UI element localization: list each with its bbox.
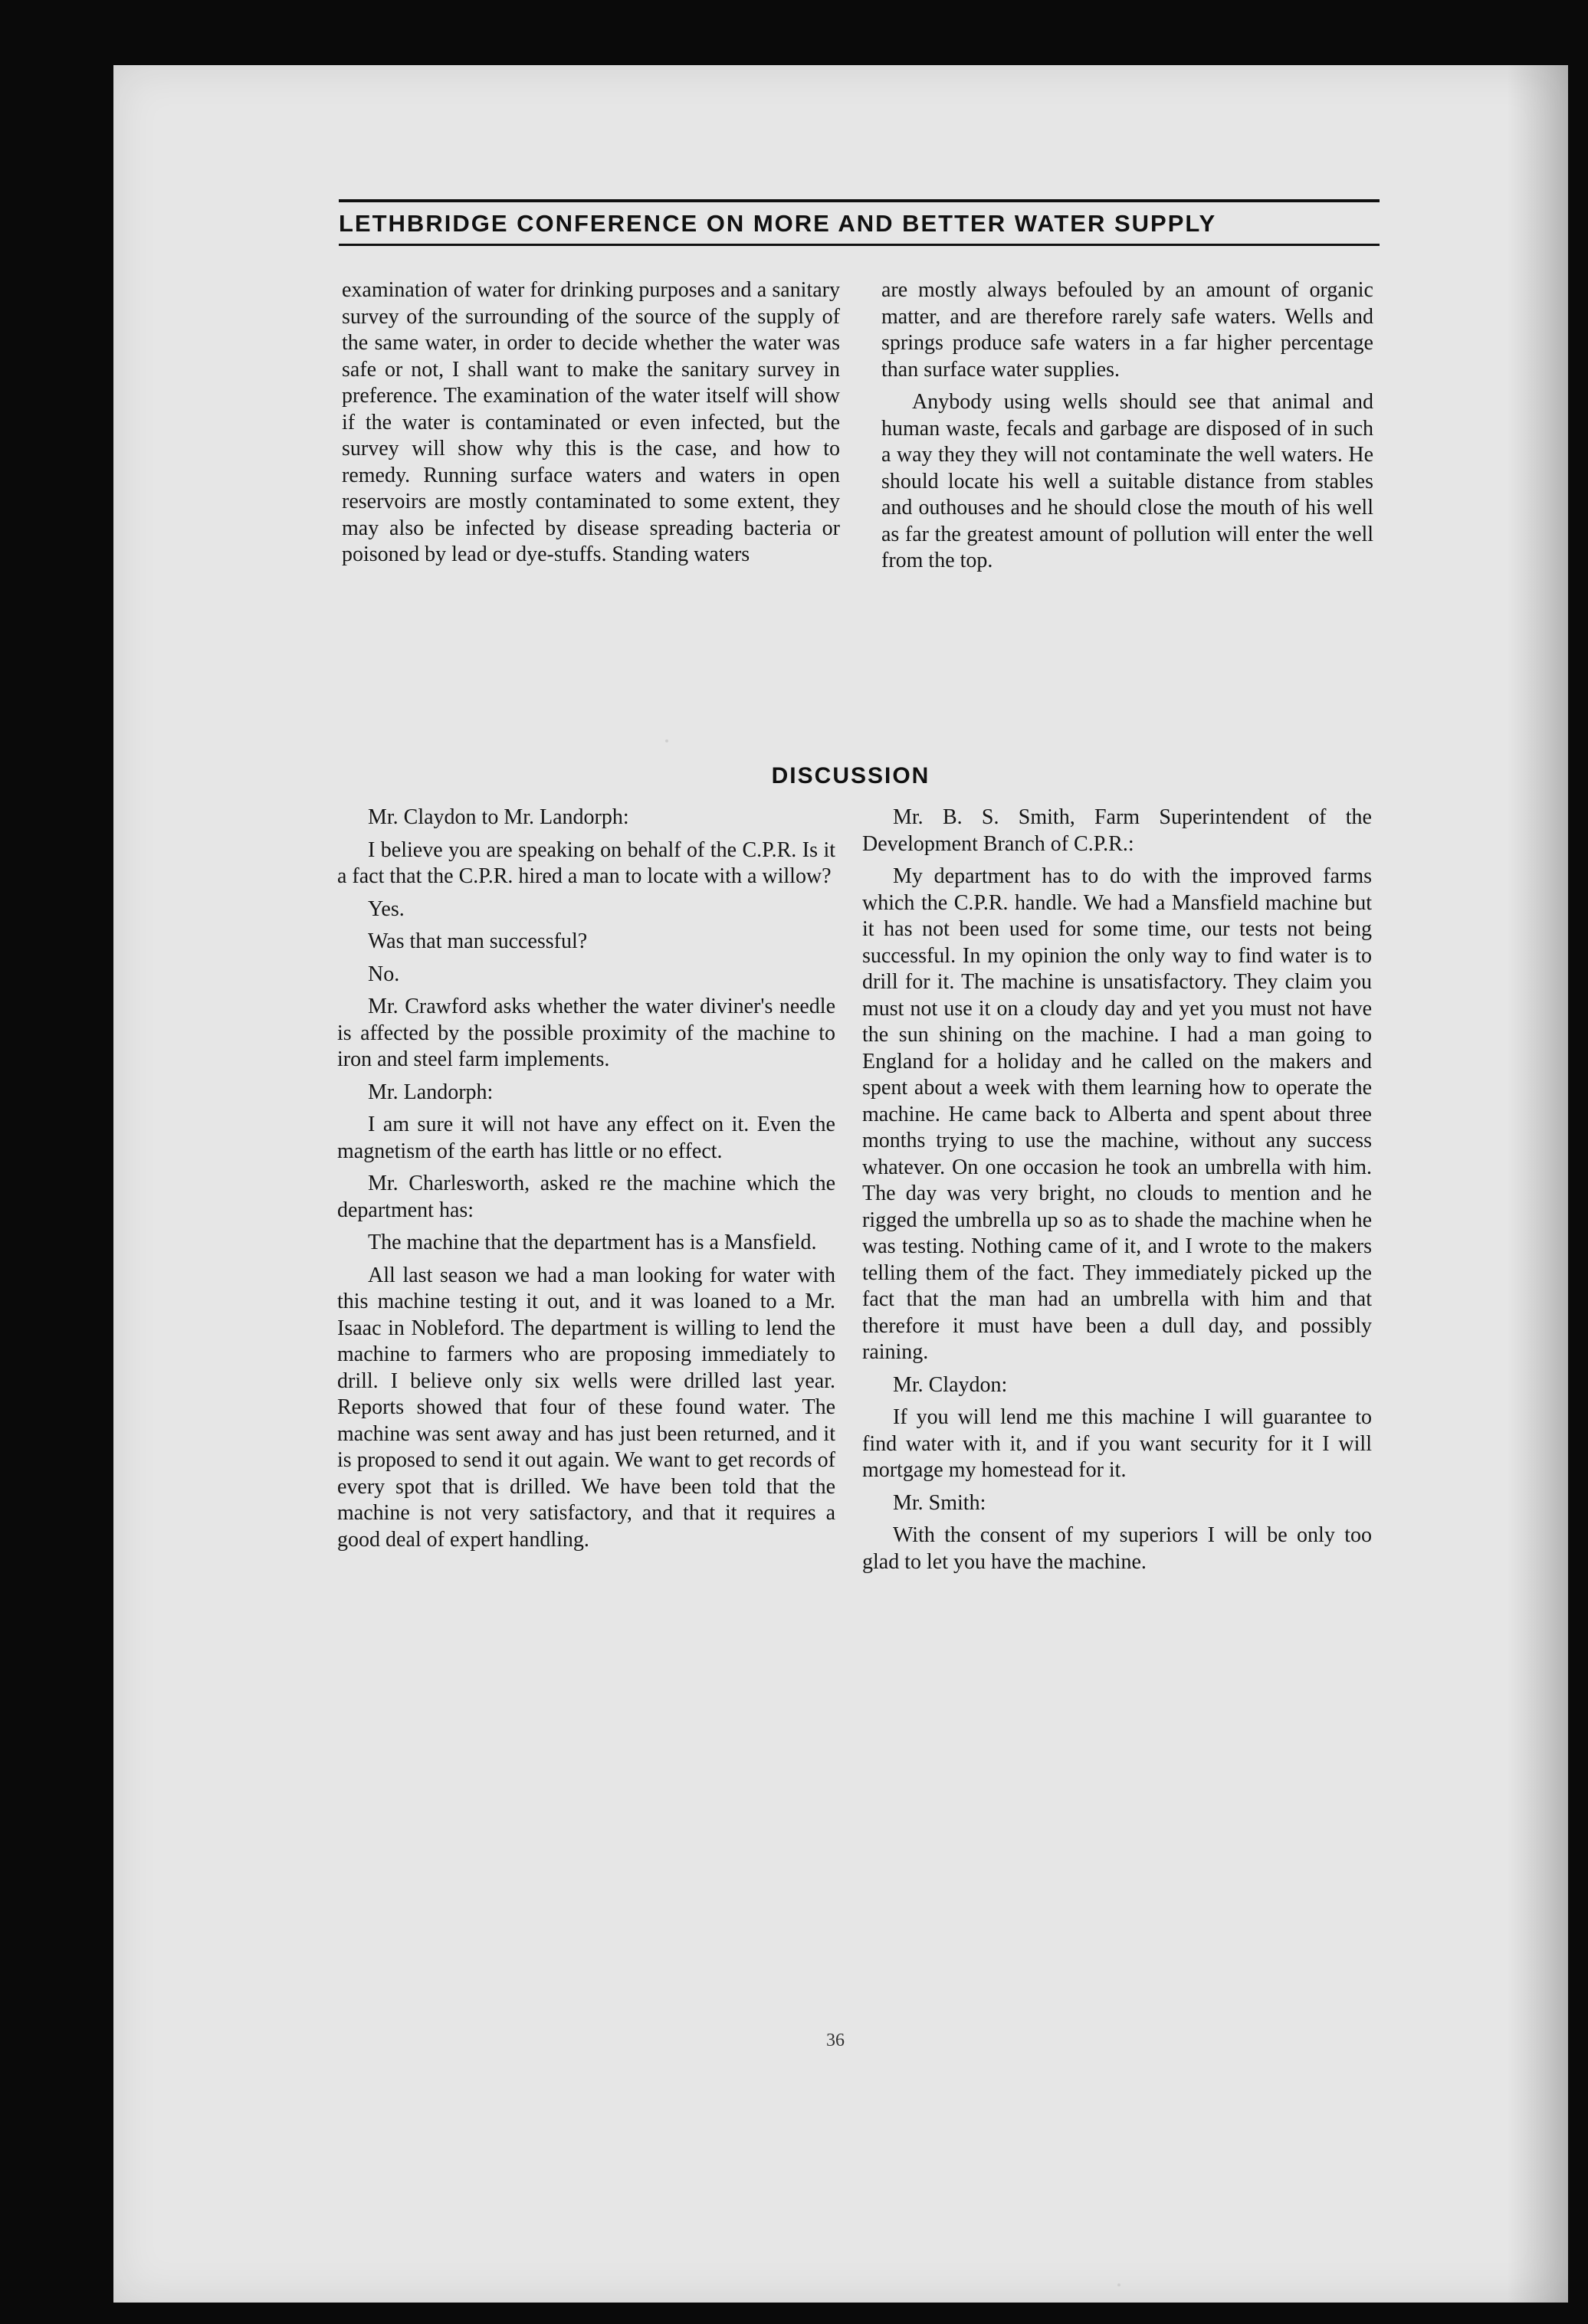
header-title: LETHBRIDGE CONFERENCE ON MORE AND BETTER WATER SUPPLY bbox=[339, 210, 1217, 237]
discussion-paragraph: No. bbox=[368, 962, 400, 986]
discussion-paragraph: My department has to do with the improved farms which the C.P.R. handle. We had a Mansfield machine but it has not been used for some time, our tests not being successful. In my opinion the only way to find water is to drill for it. The machine is unsatisfactory. They claim you must not use it on a cloudy day and yet you must not have the sun shining on the machine. I had a man going to England for a holiday and he called on the makers and spent about a week with them learning how to operate the machine. He came back to Alberta and spent about three months trying to use the machine, without any success whatever. On one occasion he took an umbrella with him. The day was very bright, no clouds to mention and he rigged the umbrella up so as to shade the machine when he was testing. Nothing came of it, and I wrote to the makers telling them of the fact. They immediately picked up the fact that the man had an umbrella with him and that therefore it must have been a dull day, and possibly raining. bbox=[862, 864, 1372, 1364]
intro-paragraph: examination of water for drinking purposes and a sanitary survey of the surrounding of the source of the supply of the same water, in order to decide whether the water was safe or not, I shall want to make the sanitary survey in preference. The examination of the water itself will show if the water is contaminated or even infected, but the survey will show why this is the case, and how to remedy. Running surface waters and waters in open reservoirs are mostly contaminated to some extent, they may also be infected by disease spreading bacteria or poisoned by lead or dye-stuffs. Standing waters bbox=[342, 278, 840, 566]
discussion-paragraph: If you will lend me this machine I will guarantee to find water with it, and if you want security for it I will mortgage my homestead for it. bbox=[862, 1405, 1372, 1482]
scan-speck bbox=[1117, 2283, 1120, 2286]
speaker-line: Mr. B. S. Smith, Farm Superintendent of the Development Branch of C.P.R.: bbox=[862, 805, 1372, 856]
discussion-paragraph: I believe you are speaking on behalf of the C.P.R. Is it a fact that the C.P.R. hired a man to locate with a willow? bbox=[337, 837, 835, 888]
discussion-paragraph: Was that man successful? bbox=[368, 929, 588, 953]
speaker-line: Mr. Landorph: bbox=[368, 1080, 494, 1104]
page-number: 36 bbox=[826, 2031, 845, 2050]
discussion-paragraph: Mr. Charlesworth, asked re the machine which the department has: bbox=[337, 1172, 835, 1222]
intro-paragraph: Anybody using wells should see that animal and human waste, fecals and garbage are disposed of in such a way they they will not contaminate the well waters. He should locate his well a suitable distance from stables and outhouses and he should close the mouth of his well as far the greatest amount of pollution will enter the well from the top. bbox=[881, 390, 1373, 572]
speaker-line: Mr. Claydon to Mr. Landorph: bbox=[368, 805, 629, 829]
discussion-paragraph: Yes. bbox=[368, 896, 405, 921]
discussion-paragraph: I am sure it will not have any effect on it. Even the magnetism of the earth has little or no effect. bbox=[337, 1113, 835, 1163]
header-rule-bottom bbox=[339, 244, 1380, 246]
discussion-paragraph: The machine that the department has is a Mansfield. bbox=[368, 1231, 817, 1254]
discussion-paragraph: Mr. Crawford asks whether the water diviner's needle is affected by the possible proximity of the machine to iron and steel farm implements. bbox=[337, 995, 835, 1071]
running-header bbox=[339, 199, 1380, 246]
intro-left-column bbox=[342, 277, 840, 575]
discussion-paragraph: With the consent of my superiors I will be only too glad to let you have the machine. bbox=[862, 1523, 1372, 1574]
discussion-left-column bbox=[337, 805, 835, 1559]
discussion-heading: DISCUSSION bbox=[771, 763, 930, 788]
discussion-right-column bbox=[862, 805, 1372, 1582]
speaker-line: Mr. Smith: bbox=[893, 1490, 986, 1515]
discussion-paragraph: All last season we had a man looking for water with this machine testing it out, and it was loaned to a Mr. Isaac in Nobleford. The department is willing to lend the machine to farmers who are proposing immediately to drill. I believe only six wells were drilled last year. Reports showed that four of these found water. The machine was sent away and has just been returned, and it is proposed to send it out again. We want to get records of every spot that is drilled. We have been told that the machine is not very satisfactory, and that it requires a good deal of expert handling. bbox=[337, 1263, 835, 1552]
speaker-line: Mr. Claydon: bbox=[893, 1372, 1008, 1397]
header-rule-top bbox=[339, 199, 1380, 202]
scan-speck bbox=[665, 739, 668, 742]
intro-paragraph: are mostly always befouled by an amount of organic matter, and are therefore rarely safe waters. Wells and springs produce safe waters in a far higher percentage than surface water supplies. bbox=[881, 278, 1373, 382]
intro-right-column bbox=[881, 277, 1373, 581]
